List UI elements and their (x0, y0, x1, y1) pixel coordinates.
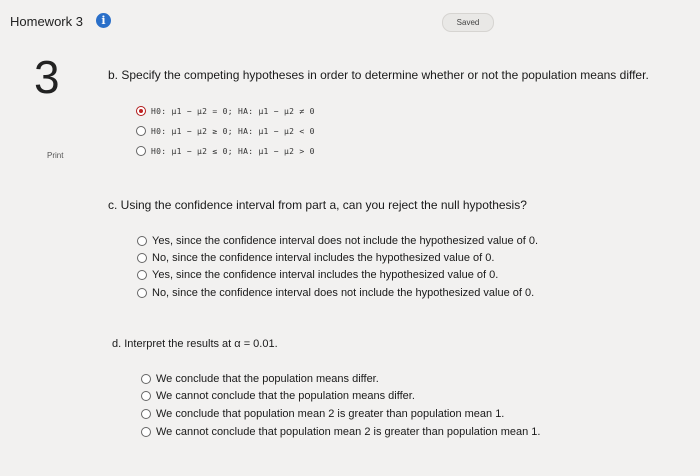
homework-title: Homework 3 (10, 14, 83, 29)
option-label: We cannot conclude that population mean 2 is greater than population mean 1. (156, 426, 541, 438)
radio-button[interactable] (137, 288, 147, 298)
radio-button[interactable] (141, 374, 151, 384)
option-label: No, since the confidence interval includes the hypothesized value of 0. (152, 252, 495, 264)
question-number: 3 (34, 51, 60, 103)
part-c-prompt: c. Using the confidence interval from part a, can you reject the null hypothesis? (108, 198, 527, 212)
part-d-prompt: d. Interpret the results at α = 0.01. (112, 338, 278, 350)
part-d-option-2[interactable] (141, 390, 415, 402)
radio-button[interactable] (136, 106, 146, 116)
part-b-option-3[interactable] (136, 146, 315, 156)
option-label: Yes, since the confidence interval does not include the hypothesized value of 0. (152, 235, 539, 247)
option-label: We conclude that population mean 2 is greater than population mean 1. (156, 408, 505, 420)
radio-button[interactable] (141, 391, 151, 401)
option-label: We conclude that the population means differ. (156, 373, 379, 385)
option-label: H0: μ1 − μ2 ≤ 0; HA: μ1 − μ2 > 0 (151, 146, 315, 156)
part-b-prompt: b. Specify the competing hypotheses in order to determine whether or not the population means differ. (108, 68, 649, 82)
radio-button[interactable] (141, 409, 151, 419)
radio-button[interactable] (137, 253, 147, 263)
part-d-option-4[interactable] (141, 426, 540, 438)
part-d-option-1[interactable] (141, 373, 379, 385)
option-label: H0: μ1 − μ2 ≥ 0; HA: μ1 − μ2 < 0 (151, 126, 315, 136)
part-c-option-2[interactable] (137, 252, 494, 264)
option-label: No, since the confidence interval does not include the hypothesized value of 0. (152, 287, 535, 299)
saved-status-badge: Saved (442, 13, 494, 32)
part-c-option-1[interactable] (137, 235, 538, 247)
part-c-option-4[interactable] (137, 287, 534, 299)
part-d-option-3[interactable] (141, 408, 504, 420)
radio-button[interactable] (141, 427, 151, 437)
radio-button[interactable] (136, 146, 146, 156)
radio-button[interactable] (137, 270, 147, 280)
part-b-option-1[interactable] (136, 106, 315, 116)
info-icon[interactable]: i (96, 13, 111, 28)
option-label: Yes, since the confidence interval includes the hypothesized value of 0. (152, 269, 499, 281)
part-b-option-2[interactable] (136, 126, 315, 136)
radio-button[interactable] (136, 126, 146, 136)
option-label: H0: μ1 − μ2 = 0; HA: μ1 − μ2 ≠ 0 (151, 106, 315, 116)
option-label: We cannot conclude that the population means differ. (156, 390, 415, 402)
print-link[interactable]: Print (47, 151, 64, 160)
radio-button[interactable] (137, 236, 147, 246)
part-c-option-3[interactable] (137, 269, 498, 281)
